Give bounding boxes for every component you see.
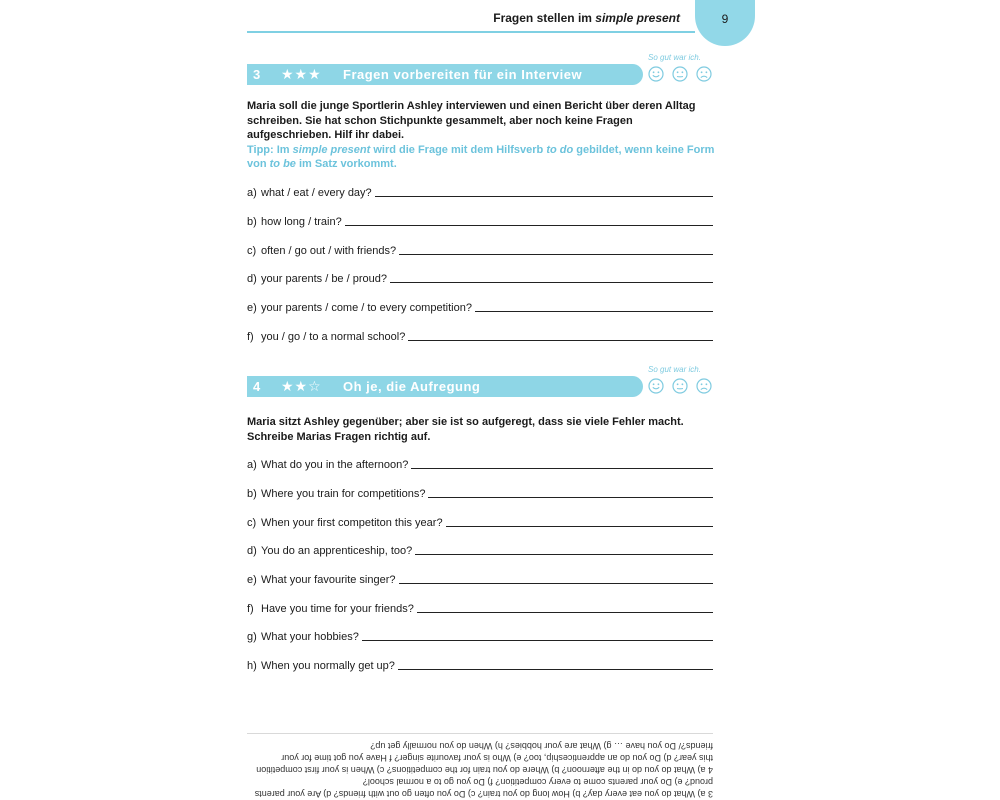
exercise3-tip <box>247 143 717 172</box>
exercise4-header-bar <box>247 376 643 397</box>
sad-face-icon[interactable] <box>696 66 712 82</box>
exercise4-item <box>247 601 713 615</box>
exercise4-item <box>247 486 713 500</box>
solutions-line: proud? e) Do your parents come to every competition? f) Do you go to a normal school? <box>362 777 713 787</box>
upside-down-solutions <box>247 738 713 800</box>
exercise3-item <box>247 243 713 257</box>
item-prompt: When your first competiton this year? <box>261 517 443 529</box>
exercise3-instructions <box>247 99 717 172</box>
exercise3-rating-label: So gut war ich. <box>648 53 701 62</box>
item-letter: d) <box>247 545 257 557</box>
item-letter: h) <box>247 660 257 672</box>
tip-term-to-be: to be <box>269 158 296 170</box>
answer-line[interactable] <box>428 497 713 498</box>
item-prompt: What your favourite singer? <box>261 574 396 586</box>
item-prompt: What do you in the afternoon? <box>261 459 409 471</box>
tip-text-1: wird die Frage mit dem Hilfsverb <box>373 143 544 156</box>
answer-line[interactable] <box>375 196 713 197</box>
exercise4-item <box>247 572 713 586</box>
sad-face-icon[interactable] <box>696 378 712 394</box>
exercise3-intro-text: Maria soll die junge Sportlerin Ashley interviewen und einen Bericht über deren Alltag schreiben. Sie hat schon Stichpunkte gesammelt, aber noch keine Fragen aufgeschrieben. Hilf ihr dabei. <box>247 100 696 141</box>
exercise4-number: 4 <box>253 379 261 394</box>
item-prompt: What your hobbies? <box>261 631 359 643</box>
happy-face-icon[interactable] <box>648 66 664 82</box>
tip-term-to-do: to do <box>546 143 574 156</box>
exercise4-item <box>247 457 713 471</box>
footer-divider <box>247 733 713 734</box>
solutions-line: this year? d) Do you do an apprenticeship, too? e) Who is your favourite singer? f Have you got time for your <box>281 753 713 763</box>
tip-text-3: im Satz vorkommt. <box>298 158 397 170</box>
exercise4-item <box>247 629 713 643</box>
neutral-face-icon[interactable] <box>672 66 688 82</box>
page-number: 9 <box>721 12 729 26</box>
item-prompt: When you normally get up? <box>261 660 395 672</box>
happy-face-icon[interactable] <box>648 378 664 394</box>
exercise3-item <box>247 185 713 199</box>
item-letter: b) <box>247 488 257 500</box>
item-letter: f) <box>247 331 254 343</box>
answer-line[interactable] <box>446 526 713 527</box>
item-letter: d) <box>247 273 257 285</box>
exercise4-item <box>247 543 713 557</box>
exercise4-intro-text: Maria sitzt Ashley gegenüber; aber sie ist so aufgeregt, dass sie viele Fehler macht. Schreibe Marias Fragen richtig auf. <box>247 416 684 443</box>
exercise4-item <box>247 658 713 672</box>
header-title-prefix: Fragen stellen im <box>493 11 592 25</box>
answer-line[interactable] <box>408 340 713 341</box>
exercise4-title: Oh je, die Aufregung <box>343 379 481 394</box>
answer-line[interactable] <box>411 468 713 469</box>
exercise4-difficulty-stars: ★★☆ <box>281 378 322 394</box>
header-title-emphasis: simple present <box>595 11 680 25</box>
item-letter: g) <box>247 631 257 643</box>
neutral-face-icon[interactable] <box>672 378 688 394</box>
answer-line[interactable] <box>399 583 713 584</box>
item-prompt: Have you time for your friends? <box>261 603 414 615</box>
page-number-tab <box>695 0 755 46</box>
item-prompt: You do an apprenticeship, too? <box>261 545 413 557</box>
solutions-line: friends?/ Do you have … g) What are your hobbies? h) When do you normally get up? <box>370 741 713 751</box>
page-header-title <box>493 11 680 25</box>
exercise3-item <box>247 329 713 343</box>
item-letter: f) <box>247 603 254 615</box>
exercise3-item <box>247 214 713 228</box>
answer-line[interactable] <box>475 311 713 312</box>
answer-line[interactable] <box>390 282 713 283</box>
tip-text-2: gebildet, wenn keine Form von <box>247 143 715 170</box>
exercise3-number: 3 <box>253 67 261 82</box>
tip-lead: Tipp: Im <box>247 143 290 156</box>
header-divider <box>247 31 695 33</box>
answer-line[interactable] <box>398 669 713 670</box>
exercise3-title: Fragen vorbereiten für ein Interview <box>343 67 583 82</box>
answer-line[interactable] <box>345 225 713 226</box>
solutions-line: 4 a) What do you do in the afternoon? b) Where do you train for the competitions? c) When is your first competition <box>256 765 713 775</box>
item-letter: e) <box>247 574 257 586</box>
solutions-line: 3 a) What do you eat every day? b) How long do you train? c) Do you often go out with friends? d) Are your parents <box>254 789 713 799</box>
item-prompt: you / go / to a normal school? <box>261 331 406 343</box>
item-letter: e) <box>247 302 257 314</box>
item-letter: a) <box>247 187 257 199</box>
answer-line[interactable] <box>362 640 713 641</box>
item-prompt: what / eat / every day? <box>261 187 372 199</box>
exercise4-rating-label: So gut war ich. <box>648 365 701 374</box>
item-prompt: Where you train for competitions? <box>261 488 426 500</box>
tip-term-simple-present: simple present <box>292 143 371 156</box>
item-letter: c) <box>247 517 257 529</box>
item-letter: a) <box>247 459 257 471</box>
exercise3-item <box>247 300 713 314</box>
exercise3-item <box>247 271 713 285</box>
item-prompt: how long / train? <box>261 216 342 228</box>
item-prompt: your parents / be / proud? <box>261 273 387 285</box>
answer-line[interactable] <box>417 612 713 613</box>
answer-line[interactable] <box>415 554 713 555</box>
answer-line[interactable] <box>399 254 713 255</box>
exercise3-difficulty-stars: ★★★ <box>281 66 322 82</box>
exercise4-item <box>247 515 713 529</box>
exercise3-header-bar <box>247 64 643 85</box>
item-letter: b) <box>247 216 257 228</box>
item-prompt: your parents / come / to every competition? <box>261 302 472 314</box>
item-prompt: often / go out / with friends? <box>261 245 397 257</box>
item-letter: c) <box>247 245 257 257</box>
